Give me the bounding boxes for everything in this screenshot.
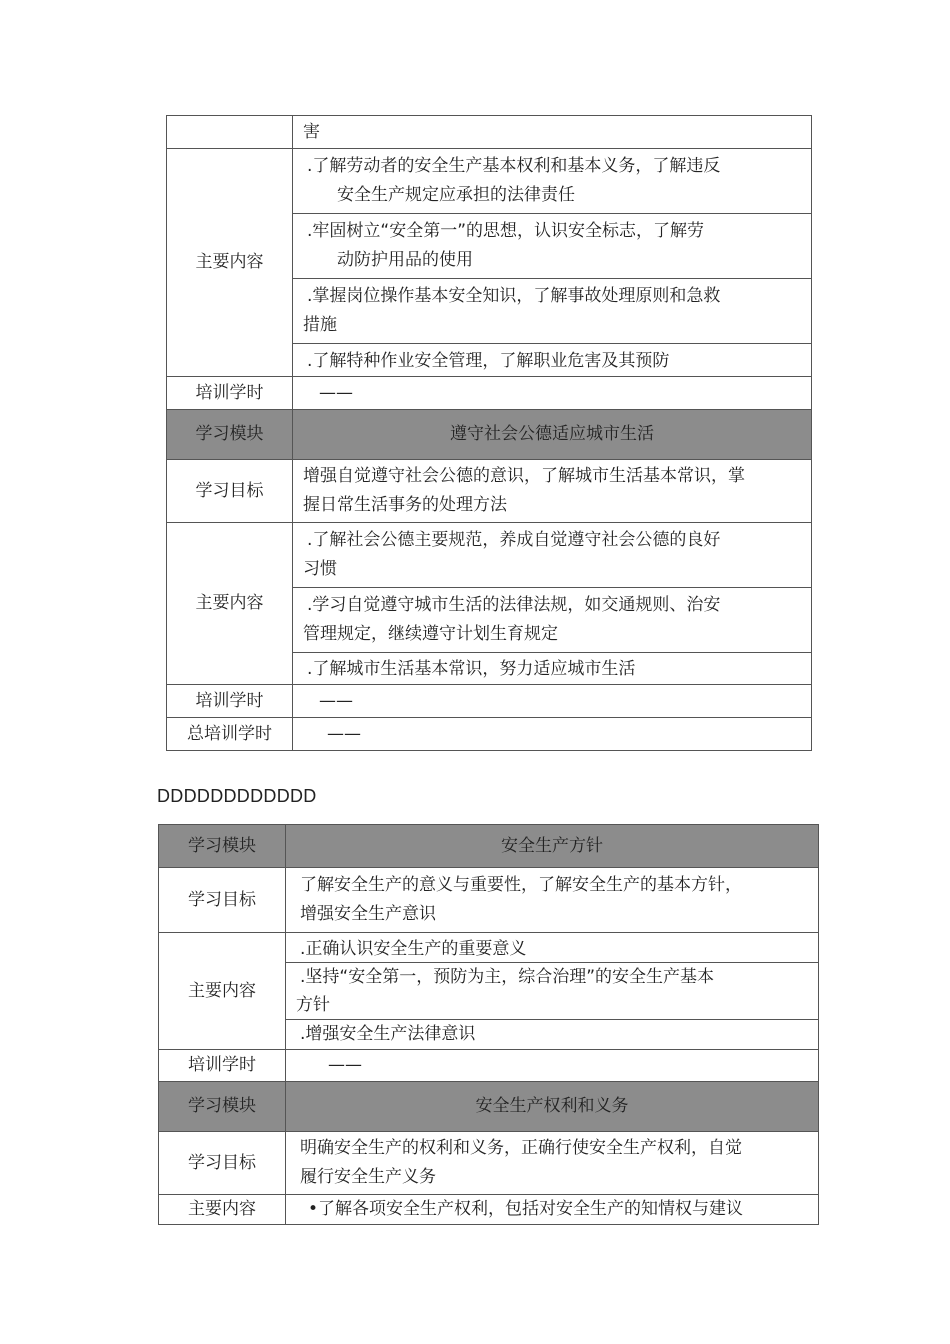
hours-label: 培训学时 xyxy=(167,377,293,410)
goal-line: 增强安全生产意识 xyxy=(300,904,436,924)
content-item xyxy=(293,149,812,214)
table-row xyxy=(167,523,812,588)
training-table-1 xyxy=(166,115,812,751)
table-row xyxy=(159,933,819,963)
total-hours-value: —— xyxy=(293,718,812,751)
content-item: •了解各项安全生产权利，包括对安全生产的知情权与建议 xyxy=(286,1195,819,1225)
total-hours-label: 总培训学时 xyxy=(167,718,293,751)
module-label: 学习模块 xyxy=(167,410,293,460)
goal-label: 学习目标 xyxy=(159,1132,286,1195)
table-row xyxy=(159,1050,819,1082)
hours-value: —— xyxy=(293,685,812,718)
main-content-label: 主要内容 xyxy=(167,149,293,377)
main-content-label: 主要内容 xyxy=(159,1195,286,1225)
content-line: .坚持“安全第一，预防为主，综合治理”的安全生产基本 xyxy=(300,967,715,987)
table-row xyxy=(159,1195,819,1225)
content-item xyxy=(293,279,812,344)
hours-value: —— xyxy=(293,377,812,410)
content-line: .了解劳动者的安全生产基本权利和基本义务，了解违反 xyxy=(307,156,721,176)
hours-label: 培训学时 xyxy=(167,685,293,718)
goal-label: 学习目标 xyxy=(167,460,293,523)
module-header-row xyxy=(167,410,812,460)
goal-line: 握日常生活事务的处理方法 xyxy=(303,495,507,515)
content-line: 措施 xyxy=(303,315,337,335)
content-line: .了解社会公德主要规范，养成自觉遵守社会公德的良好 xyxy=(307,530,721,550)
empty-cell xyxy=(167,116,293,149)
content-item: .正确认识安全生产的重要意义 xyxy=(286,933,819,963)
module-title: 遵守社会公德适应城市生活 xyxy=(293,410,812,460)
module-header-row xyxy=(159,825,819,868)
goal-text xyxy=(286,868,819,933)
content-line: 方针 xyxy=(296,995,330,1015)
content-item: .了解特种作业安全管理，了解职业危害及其预防 xyxy=(293,344,812,377)
main-content-label: 主要内容 xyxy=(167,523,293,685)
table-row xyxy=(159,1132,819,1195)
content-item xyxy=(293,523,812,588)
module-title: 安全生产权利和义务 xyxy=(286,1082,819,1132)
main-content-label: 主要内容 xyxy=(159,933,286,1050)
goal-line: 了解安全生产的意义与重要性，了解安全生产的基本方针， xyxy=(300,875,742,895)
content-line: .学习自觉遵守城市生活的法律法规，如交通规则、治安 xyxy=(307,595,721,615)
content-line: 安全生产规定应承担的法律责任 xyxy=(337,185,575,205)
content-item xyxy=(286,963,819,1020)
goal-text xyxy=(293,460,812,523)
table-row xyxy=(167,116,812,149)
goal-line: 履行安全生产义务 xyxy=(300,1167,436,1187)
table-row xyxy=(167,377,812,410)
table-row xyxy=(159,868,819,933)
module-label: 学习模块 xyxy=(159,1082,286,1132)
module-title: 安全生产方针 xyxy=(286,825,819,868)
content-line: 习惯 xyxy=(303,559,337,579)
content-item: .了解城市生活基本常识，努力适应城市生活 xyxy=(293,653,812,685)
goal-line: 明确安全生产的权利和义务，正确行使安全生产权利，自觉 xyxy=(300,1138,742,1158)
content-line: 管理规定，继续遵守计划生育规定 xyxy=(303,624,558,644)
content-line: .掌握岗位操作基本安全知识，了解事故处理原则和急救 xyxy=(307,286,721,306)
table-row xyxy=(167,460,812,523)
table-row xyxy=(167,718,812,751)
hours-value: —— xyxy=(286,1050,819,1082)
goal-text xyxy=(286,1132,819,1195)
content-item: .增强安全生产法律意识 xyxy=(286,1020,819,1050)
continued-text: 害 xyxy=(293,116,812,149)
module-header-row xyxy=(159,1082,819,1132)
content-item xyxy=(293,588,812,653)
training-table-2 xyxy=(158,824,819,1225)
content-item xyxy=(293,214,812,279)
module-label: 学习模块 xyxy=(159,825,286,868)
content-line: 动防护用品的使用 xyxy=(337,250,473,270)
table-row xyxy=(167,685,812,718)
content-line: .牢固树立“安全第一”的思想，认识安全标志，了解劳 xyxy=(307,221,705,241)
table-row xyxy=(167,149,812,214)
separator-text: DDDDDDDDDDDD xyxy=(157,786,317,806)
goal-line: 增强自觉遵守社会公德的意识，了解城市生活基本常识，掌 xyxy=(303,466,745,486)
goal-label: 学习目标 xyxy=(159,868,286,933)
hours-label: 培训学时 xyxy=(159,1050,286,1082)
